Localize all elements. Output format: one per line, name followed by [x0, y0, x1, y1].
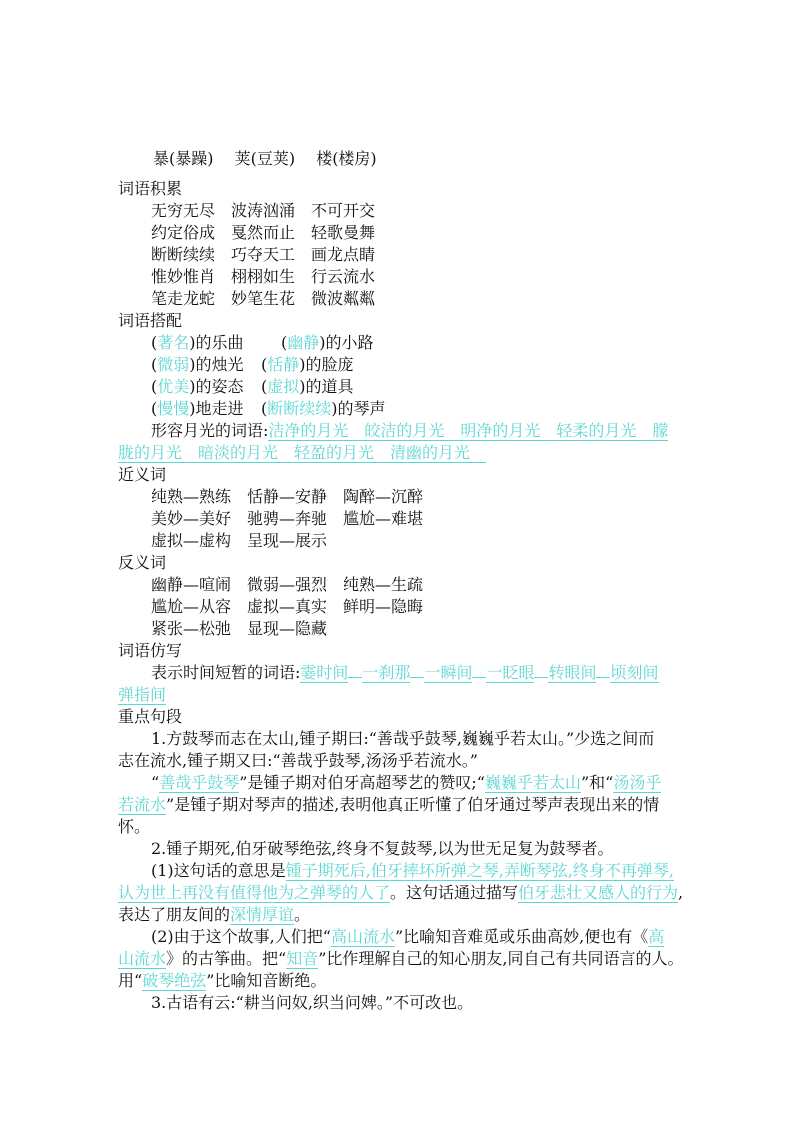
- match-text: 的琴声: [337, 399, 386, 418]
- key-paragraph-4-end: [118, 904, 680, 926]
- key-paragraph-5: [118, 926, 680, 948]
- section-title-match: 词语搭配: [118, 311, 183, 330]
- match-text: 的姿态: [195, 377, 244, 396]
- match-text: 的乐曲: [195, 333, 244, 352]
- answer-text: 一眨眼: [486, 663, 535, 682]
- paragraph-text: (2)由于这个故事,人们把“: [151, 927, 331, 946]
- synonym-row: [118, 486, 680, 508]
- vocab-row: [118, 200, 680, 222]
- answer-text: 知音: [286, 949, 319, 968]
- answer-text: 恬静: [267, 355, 300, 374]
- answer-text: 顷刻间: [610, 663, 659, 682]
- answer-text: 汤汤乎: [613, 773, 662, 792]
- match-text: 的脸庞: [305, 355, 354, 374]
- vocab-row: [118, 288, 680, 310]
- match-text: 的道具: [305, 377, 354, 396]
- paragraph-text: ”比喻知音难觅或乐曲高妙,便也有《: [394, 927, 649, 946]
- answer-text: 微弱: [157, 355, 190, 374]
- answer-text: 伯牙悲壮又感人的行为: [518, 883, 679, 902]
- answer-text: 弹指间: [118, 685, 167, 704]
- antonym-row: [118, 618, 680, 640]
- moon-answers: 洁净的月光 皎洁的月光 明净的月光 轻柔的月光 朦: [268, 421, 669, 440]
- answer-text: 善哉乎鼓琴: [159, 773, 240, 792]
- antonym-pair: 幽静—喧闹: [151, 575, 232, 594]
- vocab-row: [118, 266, 680, 288]
- antonym-pair: 虚拟—真实: [247, 597, 328, 616]
- key-paragraph-1: 1.方鼓琴而志在太山,锺子期曰:“善哉乎鼓琴,巍巍乎若太山。”少选之间而: [151, 729, 655, 748]
- match-row: (优美)的姿态 (虚拟)的道具: [151, 377, 354, 396]
- paragraph-text: ”是锺子期对琴声的描述,表明他真正听懂了伯牙通过琴声表现出来的情: [166, 795, 660, 814]
- answer-text: 锺子期死后,伯牙摔坏所弹之琴,弄断琴弦,终身不再弹琴,: [285, 861, 675, 880]
- char-word: 楼(楼房): [316, 149, 377, 168]
- quote-mark: “: [151, 773, 160, 792]
- vocab-word: 轻歌曼舞: [311, 223, 376, 242]
- answer-text: 破琴绝弦: [142, 971, 207, 990]
- time-words-line-2: [118, 684, 680, 706]
- answer-text: 高山流水: [330, 927, 395, 946]
- synonym-row: [118, 508, 680, 530]
- vocab-word: 约定俗成: [151, 223, 216, 242]
- key-paragraph-5-end: [118, 970, 680, 992]
- answer-text: 幽静: [287, 333, 320, 352]
- vocab-word: 断断续续: [151, 245, 216, 264]
- paragraph-text: ”比作理解自己的知心朋友,同自己有共同语言的人。: [318, 949, 684, 968]
- synonym-pair: 美妙—美好: [151, 509, 232, 528]
- match-text: 的烛光: [195, 355, 244, 374]
- vocab-word: 巧夺天工: [231, 245, 296, 264]
- antonym-pair: 鲜明—隐晦: [343, 597, 424, 616]
- vocab-word: 波涛汹涌: [231, 201, 296, 220]
- section-title-antonyms: 反义词: [118, 553, 167, 572]
- match-row: (微弱)的烛光 (恬静)的脸庞: [151, 355, 354, 374]
- vocab-word: 惟妙惟肖: [151, 267, 216, 286]
- answer-text: 巍巍乎若太山: [484, 773, 581, 792]
- antonym-pair: 紧张—松弛: [151, 619, 232, 638]
- antonym-row: [118, 596, 680, 618]
- paragraph-text: 表达了朋友间的: [118, 905, 231, 924]
- answer-text: 若流水: [118, 795, 167, 814]
- synonym-row: [118, 530, 680, 552]
- vocab-word: 无穷无尽: [151, 201, 216, 220]
- vocab-word: 戛然而止: [231, 223, 296, 242]
- key-paragraph-1-cont: 志在流水,锺子期又曰:“善哉乎鼓琴,汤汤乎若流水。”: [118, 751, 478, 770]
- vocab-word: 笔走龙蛇: [151, 289, 216, 308]
- vocab-word: 行云流水: [311, 267, 376, 286]
- paragraph-text: ,: [678, 883, 684, 902]
- key-paragraph-2-end: 怀。: [118, 817, 151, 836]
- key-paragraph-4-cont: [118, 882, 684, 904]
- key-paragraph-5-cont: [118, 948, 684, 970]
- document-content: [118, 148, 684, 1014]
- key-paragraph-3: 2.锺子期死,伯牙破琴绝弦,终身不复鼓琴,以为世无足复为鼓琴者。: [151, 839, 614, 858]
- antonym-pair: 显现—隐藏: [247, 619, 328, 638]
- match-row: (慢慢)地走进 (断断续续)的琴声: [151, 399, 386, 418]
- section-title-synonyms: 近义词: [118, 465, 167, 484]
- vocab-word: 画龙点睛: [311, 245, 376, 264]
- paragraph-text: ”比喻知音断绝。: [206, 971, 327, 990]
- answer-text: 优美: [157, 377, 190, 396]
- answer-text: 一刹那: [362, 663, 411, 682]
- moon-answers: 胧的月光 暗淡的月光 轻盈的月光 清幽的月光: [118, 443, 487, 462]
- answer-text: 著名: [157, 333, 190, 352]
- time-words-line: [118, 662, 680, 684]
- vocab-row: [118, 222, 680, 244]
- antonym-pair: 尴尬—从容: [151, 597, 232, 616]
- answer-text: 慢慢: [157, 399, 190, 418]
- answer-text: 认为世上再没有值得他为之弹琴的人了: [118, 883, 391, 902]
- key-paragraph-2: [118, 772, 680, 794]
- match-text: 的小路: [325, 333, 374, 352]
- answer-text: 虚拟: [267, 377, 300, 396]
- vocab-row: [118, 244, 680, 266]
- answer-text: 转眼间: [548, 663, 597, 682]
- section-title-imitation: 词语仿写: [118, 641, 183, 660]
- answer-text: 断断续续: [267, 399, 332, 418]
- synonym-pair: 尴尬—难堪: [343, 509, 424, 528]
- paragraph-text: 》的古筝曲。把“: [166, 949, 287, 968]
- paragraph-text: ”是锺子期对伯牙高超琴艺的赞叹;“: [239, 773, 485, 792]
- paragraph-text: 用“: [118, 971, 143, 990]
- antonym-row: [118, 574, 680, 596]
- match-row: (著名)的乐曲 (幽静)的小路: [151, 333, 374, 352]
- vocab-word: 栩栩如生: [231, 267, 296, 286]
- moon-words-line: [118, 420, 680, 442]
- synonym-pair: 陶醉—沉醉: [343, 487, 424, 506]
- answer-text: 山流水: [118, 949, 167, 968]
- paragraph-text: 。这句话通过描写: [390, 883, 519, 902]
- answer-text: 一瞬间: [424, 663, 473, 682]
- antonym-pair: 纯熟—生疏: [343, 575, 424, 594]
- antonym-pair: 微弱—强烈: [247, 575, 328, 594]
- char-words-line: [120, 148, 680, 170]
- synonym-pair: 虚拟—虚构: [151, 531, 232, 550]
- section-title-key: 重点句段: [118, 707, 183, 726]
- answer-text: 深情厚谊: [230, 905, 295, 924]
- moon-label: 形容月光的词语:: [151, 421, 269, 440]
- match-text: 地走进: [195, 399, 244, 418]
- section-title-vocab: 词语积累: [118, 179, 183, 198]
- synonym-pair: 纯熟—熟练: [151, 487, 232, 506]
- key-paragraph-6: 3.古语有云:“耕当问奴,织当问婢。”不可改也。: [151, 993, 474, 1012]
- vocab-word: 妙笔生花: [231, 289, 296, 308]
- paragraph-text: 。: [294, 905, 311, 924]
- char-word: 荚(豆荚): [234, 149, 296, 168]
- paragraph-text: ”和“: [580, 773, 614, 792]
- paragraph-text: (1)这句话的意思是: [151, 861, 286, 880]
- synonym-pair: 呈现—展示: [247, 531, 328, 550]
- answer-text: 霎时间: [300, 663, 349, 682]
- synonym-pair: 驰骋—奔驰: [247, 509, 328, 528]
- vocab-word: 不可开交: [311, 201, 376, 220]
- vocab-word: 微波粼粼: [311, 289, 376, 308]
- answer-text: 高: [648, 927, 665, 946]
- time-words-label: 表示时间短暂的词语:: [151, 663, 301, 682]
- synonym-pair: 恬静—安静: [247, 487, 328, 506]
- moon-words-line-2: [118, 442, 680, 464]
- key-paragraph-2-cont: [118, 794, 680, 816]
- char-word: 暴(暴躁): [153, 149, 214, 168]
- key-paragraph-4: [118, 860, 680, 882]
